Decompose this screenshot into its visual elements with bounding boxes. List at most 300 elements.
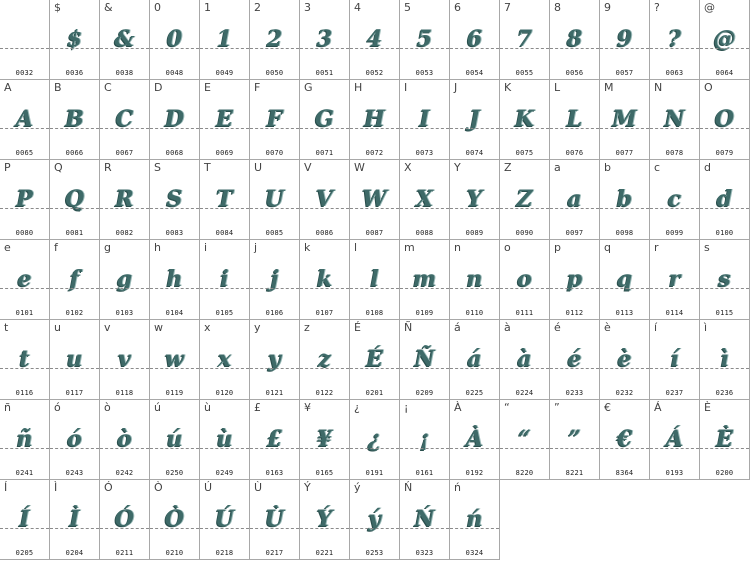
glyph-character-label: o	[504, 241, 511, 254]
glyph-cell[interactable]	[400, 400, 450, 480]
glyph-cell[interactable]	[450, 160, 500, 240]
glyph-cell[interactable]	[250, 320, 300, 400]
baseline-divider	[50, 208, 99, 209]
glyph-cell[interactable]	[350, 400, 400, 480]
baseline-divider	[450, 208, 499, 209]
glyph-cell[interactable]	[100, 240, 150, 320]
glyph-sample: p	[566, 266, 583, 292]
glyph-cell[interactable]	[350, 320, 400, 400]
glyph-cell[interactable]	[0, 240, 50, 320]
baseline-divider	[0, 288, 49, 289]
glyph-character-label: è	[604, 321, 611, 334]
glyph-code: 0191	[365, 469, 384, 477]
glyph-code: 0105	[215, 309, 234, 317]
glyph-character-label: r	[654, 241, 659, 254]
glyph-cell[interactable]	[0, 160, 50, 240]
glyph-character-label: H	[354, 81, 363, 94]
glyph-sample: è	[617, 346, 632, 372]
baseline-divider	[700, 288, 749, 289]
glyph-cell[interactable]	[350, 480, 400, 560]
glyph-sample: N	[664, 106, 685, 132]
glyph-code: 0205	[15, 549, 34, 557]
glyph-cell[interactable]	[50, 0, 100, 80]
glyph-code: 0071	[315, 149, 334, 157]
baseline-divider	[500, 288, 549, 289]
glyph-sample: o	[517, 266, 532, 292]
glyph-cell[interactable]	[200, 0, 250, 80]
baseline-divider	[650, 368, 699, 369]
glyph-character-label: 0	[154, 1, 161, 14]
glyph-cell[interactable]	[300, 160, 350, 240]
glyph-cell[interactable]	[150, 320, 200, 400]
glyph-character-label: J	[454, 81, 458, 94]
glyph-cell[interactable]	[350, 240, 400, 320]
glyph-character-label: 6	[454, 1, 461, 14]
glyph-sample: K	[514, 106, 535, 132]
glyph-character-label: é	[554, 321, 561, 334]
glyph-character-label: S	[154, 161, 161, 174]
glyph-sample: i	[220, 266, 229, 292]
glyph-cell[interactable]	[550, 240, 600, 320]
glyph-sample: í	[670, 346, 679, 372]
glyph-sample: M	[612, 106, 637, 132]
glyph-sample: ñ	[16, 426, 33, 452]
baseline-divider	[50, 48, 99, 49]
glyph-cell[interactable]	[450, 400, 500, 480]
glyph-cell[interactable]	[300, 240, 350, 320]
glyph-sample: m	[412, 266, 437, 292]
glyph-cell[interactable]	[650, 0, 700, 80]
glyph-cell[interactable]	[450, 240, 500, 320]
glyph-cell[interactable]	[50, 320, 100, 400]
glyph-cell[interactable]	[0, 400, 50, 480]
glyph-character-label: ú	[154, 401, 161, 414]
glyph-cell[interactable]	[350, 160, 400, 240]
glyph-character-label: 2	[254, 1, 261, 14]
glyph-sample: X	[415, 186, 434, 212]
baseline-divider	[400, 128, 449, 129]
glyph-code: 0057	[615, 69, 634, 77]
glyph-cell[interactable]	[700, 80, 750, 160]
glyph-character-label: G	[304, 81, 313, 94]
glyph-cell[interactable]	[0, 0, 50, 80]
glyph-sample: d	[716, 186, 733, 212]
baseline-divider	[650, 48, 699, 49]
baseline-divider	[250, 448, 299, 449]
glyph-cell[interactable]	[650, 160, 700, 240]
glyph-cell[interactable]	[700, 400, 750, 480]
glyph-cell[interactable]	[400, 0, 450, 80]
glyph-sample: ú	[166, 426, 183, 452]
glyph-character-label: $	[54, 1, 61, 14]
glyph-sample: E	[216, 106, 233, 132]
baseline-divider	[350, 208, 399, 209]
glyph-code: 0070	[265, 149, 284, 157]
glyph-sample: ò	[117, 426, 132, 452]
glyph-cell[interactable]	[250, 80, 300, 160]
glyph-cell[interactable]	[150, 0, 200, 80]
glyph-code: 0204	[65, 549, 84, 557]
glyph-character-label: Ý	[304, 481, 311, 494]
glyph-sample: ý	[368, 506, 381, 532]
baseline-divider	[500, 128, 549, 129]
glyph-code: 0099	[665, 229, 684, 237]
glyph-character-label: q	[604, 241, 611, 254]
glyph-character-label: á	[454, 321, 461, 334]
glyph-code: 0053	[415, 69, 434, 77]
glyph-code: 0075	[515, 149, 534, 157]
baseline-divider	[150, 128, 199, 129]
glyph-sample: $	[66, 26, 83, 52]
glyph-cell[interactable]	[100, 80, 150, 160]
glyph-cell[interactable]	[150, 480, 200, 560]
glyph-code: 0218	[215, 549, 234, 557]
glyph-sample: r	[668, 266, 681, 292]
baseline-divider	[500, 368, 549, 369]
glyph-code: 0232	[615, 389, 634, 397]
glyph-code: 0122	[315, 389, 334, 397]
glyph-code: 0087	[365, 229, 384, 237]
glyph-cell[interactable]	[350, 80, 400, 160]
glyph-code: 0116	[15, 389, 34, 397]
glyph-sample: b	[616, 186, 633, 212]
glyph-cell[interactable]	[450, 320, 500, 400]
baseline-divider	[100, 368, 149, 369]
glyph-sample: f	[69, 266, 80, 292]
glyph-code: 0165	[315, 469, 334, 477]
glyph-sample: Í	[19, 506, 30, 532]
glyph-sample: U	[264, 186, 285, 212]
glyph-cell[interactable]	[700, 320, 750, 400]
baseline-divider	[500, 48, 549, 49]
glyph-cell[interactable]	[500, 320, 550, 400]
glyph-cell[interactable]	[300, 0, 350, 80]
glyph-cell[interactable]	[50, 400, 100, 480]
baseline-divider	[600, 128, 649, 129]
glyph-cell[interactable]	[200, 80, 250, 160]
glyph-character-label: Z	[504, 161, 512, 174]
baseline-divider	[300, 128, 349, 129]
glyph-code: 0084	[215, 229, 234, 237]
glyph-cell[interactable]	[300, 480, 350, 560]
glyph-cell[interactable]	[700, 240, 750, 320]
glyph-code: 0120	[215, 389, 234, 397]
glyph-character-label: a	[554, 161, 561, 174]
glyph-cell[interactable]	[200, 240, 250, 320]
glyph-cell[interactable]	[200, 160, 250, 240]
glyph-cell[interactable]	[600, 80, 650, 160]
glyph-cell[interactable]	[650, 320, 700, 400]
glyph-cell[interactable]	[450, 80, 500, 160]
glyph-cell[interactable]	[250, 240, 300, 320]
glyph-code: 0048	[165, 69, 184, 77]
glyph-sample: 4	[366, 26, 383, 52]
glyph-code: 0100	[715, 229, 734, 237]
baseline-divider	[400, 288, 449, 289]
glyph-code: 0065	[15, 149, 34, 157]
baseline-divider	[350, 48, 399, 49]
glyph-code: 0067	[115, 149, 134, 157]
glyph-cell[interactable]	[200, 400, 250, 480]
glyph-sample: B	[65, 106, 84, 132]
glyph-code: 0049	[215, 69, 234, 77]
glyph-cell[interactable]	[700, 160, 750, 240]
glyph-character-label: D	[154, 81, 163, 94]
glyph-code: 0074	[465, 149, 484, 157]
glyph-sample: 0	[166, 26, 183, 52]
glyph-sample: È	[716, 426, 733, 452]
glyph-cell[interactable]	[300, 320, 350, 400]
glyph-character-label: È	[704, 401, 711, 414]
glyph-cell[interactable]	[400, 480, 450, 560]
glyph-character-label: Y	[454, 161, 461, 174]
baseline-divider	[650, 288, 699, 289]
glyph-code: 0193	[665, 469, 684, 477]
glyph-sample: S	[166, 186, 183, 212]
glyph-sample: ó	[67, 426, 82, 452]
glyph-cell[interactable]	[100, 0, 150, 80]
baseline-divider	[500, 448, 549, 449]
glyph-cell[interactable]	[500, 400, 550, 480]
glyph-code: 0085	[265, 229, 284, 237]
glyph-cell[interactable]	[500, 80, 550, 160]
glyph-sample: G	[315, 106, 334, 132]
glyph-cell[interactable]	[150, 400, 200, 480]
glyph-cell[interactable]	[0, 80, 50, 160]
glyph-character-label: b	[604, 161, 611, 174]
glyph-character-label: K	[504, 81, 512, 94]
baseline-divider	[600, 368, 649, 369]
glyph-cell[interactable]	[650, 400, 700, 480]
glyph-cell[interactable]	[100, 480, 150, 560]
glyph-character-label: m	[404, 241, 415, 254]
glyph-cell[interactable]	[50, 480, 100, 560]
glyph-sample: À	[465, 426, 484, 452]
baseline-divider	[550, 288, 599, 289]
glyph-character-label: B	[54, 81, 62, 94]
glyph-sample: T	[216, 186, 233, 212]
glyph-cell[interactable]	[600, 320, 650, 400]
glyph-code: 0056	[565, 69, 584, 77]
glyph-cell[interactable]	[100, 320, 150, 400]
glyph-code: 0076	[565, 149, 584, 157]
glyph-sample: 1	[216, 26, 233, 52]
glyph-sample: P	[16, 186, 33, 212]
glyph-cell[interactable]	[550, 0, 600, 80]
glyph-character-label: Á	[654, 401, 662, 414]
glyph-sample: Ń	[414, 506, 435, 532]
glyph-cell[interactable]	[500, 240, 550, 320]
glyph-code: 0066	[65, 149, 84, 157]
baseline-divider	[400, 48, 449, 49]
glyph-code: 0054	[465, 69, 484, 77]
glyph-sample: I	[419, 106, 430, 132]
glyph-sample: 5	[416, 26, 433, 52]
glyph-character-label: 9	[604, 1, 611, 14]
glyph-code: 0083	[165, 229, 184, 237]
glyph-character-label: O	[704, 81, 713, 94]
baseline-divider	[650, 128, 699, 129]
glyph-cell[interactable]	[100, 160, 150, 240]
glyph-cell[interactable]	[100, 400, 150, 480]
glyph-sample: V	[315, 186, 334, 212]
glyph-character-label: ¡	[404, 401, 409, 414]
glyph-character-label: k	[304, 241, 311, 254]
glyph-cell[interactable]	[500, 0, 550, 80]
glyph-sample: ¡	[419, 426, 430, 452]
glyph-cell[interactable]	[500, 160, 550, 240]
glyph-code: 0097	[565, 229, 584, 237]
glyph-cell[interactable]	[300, 80, 350, 160]
glyph-cell[interactable]	[50, 80, 100, 160]
glyph-sample: Ò	[164, 506, 185, 532]
glyph-character-label: 1	[204, 1, 211, 14]
glyph-character-label: Q	[54, 161, 63, 174]
glyph-cell[interactable]	[450, 480, 500, 560]
glyph-character-label: N	[654, 81, 663, 94]
baseline-divider	[400, 368, 449, 369]
glyph-cell[interactable]	[550, 80, 600, 160]
glyph-code: 0163	[265, 469, 284, 477]
glyph-cell[interactable]	[600, 240, 650, 320]
baseline-divider	[0, 48, 49, 49]
glyph-sample: n	[466, 266, 483, 292]
glyph-character-label: ”	[554, 401, 560, 414]
glyph-sample: Ì	[69, 506, 80, 532]
glyph-cell[interactable]	[450, 0, 500, 80]
glyph-cell[interactable]	[200, 320, 250, 400]
baseline-divider	[500, 208, 549, 209]
glyph-sample: W	[362, 186, 387, 212]
glyph-sample: u	[66, 346, 83, 372]
glyph-cell[interactable]	[400, 160, 450, 240]
baseline-divider	[450, 288, 499, 289]
baseline-divider	[150, 48, 199, 49]
baseline-divider	[600, 48, 649, 49]
baseline-divider	[450, 368, 499, 369]
glyph-cell[interactable]	[150, 160, 200, 240]
glyph-code: 0107	[315, 309, 334, 317]
baseline-divider	[250, 528, 299, 529]
baseline-divider	[150, 448, 199, 449]
glyph-code: 0249	[215, 469, 234, 477]
glyph-code: 0052	[365, 69, 384, 77]
glyph-cell[interactable]	[150, 80, 200, 160]
glyph-character-label: e	[4, 241, 11, 254]
glyph-sample: Ú	[214, 506, 235, 532]
glyph-cell[interactable]	[550, 320, 600, 400]
glyph-code: 0111	[515, 309, 534, 317]
glyph-sample: J	[469, 106, 480, 132]
glyph-cell[interactable]	[50, 240, 100, 320]
glyph-code: 8221	[565, 469, 584, 477]
glyph-character-label: €	[604, 401, 611, 414]
glyph-cell[interactable]	[600, 0, 650, 80]
baseline-divider	[550, 448, 599, 449]
glyph-character-label: d	[704, 161, 711, 174]
baseline-divider	[200, 288, 249, 289]
glyph-character-label: ?	[654, 1, 660, 14]
glyph-cell[interactable]	[400, 240, 450, 320]
glyph-cell[interactable]	[300, 400, 350, 480]
baseline-divider	[50, 528, 99, 529]
glyph-sample: @	[713, 26, 736, 52]
glyph-cell[interactable]	[350, 0, 400, 80]
glyph-character-label: 3	[304, 1, 311, 14]
baseline-divider	[300, 448, 349, 449]
glyph-code: 0221	[315, 549, 334, 557]
glyph-cell[interactable]	[200, 480, 250, 560]
glyph-character-label: Ò	[154, 481, 163, 494]
baseline-divider	[150, 528, 199, 529]
glyph-cell[interactable]	[0, 320, 50, 400]
glyph-sample: h	[166, 266, 183, 292]
glyph-cell[interactable]	[50, 160, 100, 240]
glyph-cell[interactable]	[550, 400, 600, 480]
baseline-divider	[600, 448, 649, 449]
glyph-cell[interactable]	[650, 80, 700, 160]
glyph-cell[interactable]	[250, 0, 300, 80]
glyph-character-label: &	[104, 1, 113, 14]
glyph-cell[interactable]	[250, 400, 300, 480]
baseline-divider	[600, 288, 649, 289]
glyph-cell[interactable]	[150, 240, 200, 320]
baseline-divider	[300, 288, 349, 289]
glyph-character-label: ò	[104, 401, 111, 414]
glyph-code: 0225	[465, 389, 484, 397]
glyph-character-label: ó	[54, 401, 61, 414]
glyph-cell[interactable]	[400, 80, 450, 160]
glyph-sample: w	[165, 346, 184, 372]
baseline-divider	[400, 528, 449, 529]
glyph-code: 0063	[665, 69, 684, 77]
glyph-cell[interactable]	[600, 400, 650, 480]
glyph-sample: Ó	[114, 506, 135, 532]
glyph-character-label: É	[354, 321, 361, 334]
glyph-sample: 2	[266, 26, 283, 52]
glyph-code: 0098	[615, 229, 634, 237]
baseline-divider	[700, 48, 749, 49]
glyph-character-label: z	[304, 321, 310, 334]
glyph-cell[interactable]	[400, 320, 450, 400]
glyph-sample: £	[266, 426, 283, 452]
glyph-cell[interactable]	[650, 240, 700, 320]
glyph-code: 0323	[415, 549, 434, 557]
baseline-divider	[250, 48, 299, 49]
baseline-divider	[300, 368, 349, 369]
glyph-cell[interactable]	[250, 480, 300, 560]
glyph-code: 0086	[315, 229, 334, 237]
glyph-code: 0036	[65, 69, 84, 77]
glyph-character-label: j	[254, 241, 258, 254]
glyph-sample: y	[268, 346, 281, 372]
glyph-cell[interactable]	[550, 160, 600, 240]
glyph-character-label: Ì	[54, 481, 58, 494]
glyph-sample: z	[318, 346, 331, 372]
glyph-cell[interactable]	[700, 0, 750, 80]
glyph-sample: k	[316, 266, 333, 292]
glyph-character-label: @	[704, 1, 715, 14]
baseline-divider	[200, 48, 249, 49]
glyph-character-label: Ú	[204, 481, 213, 494]
glyph-cell[interactable]	[600, 160, 650, 240]
glyph-cell[interactable]	[250, 160, 300, 240]
glyph-cell[interactable]	[0, 480, 50, 560]
baseline-divider	[250, 128, 299, 129]
glyph-sample: 3	[316, 26, 333, 52]
baseline-divider	[200, 208, 249, 209]
baseline-divider	[450, 528, 499, 529]
